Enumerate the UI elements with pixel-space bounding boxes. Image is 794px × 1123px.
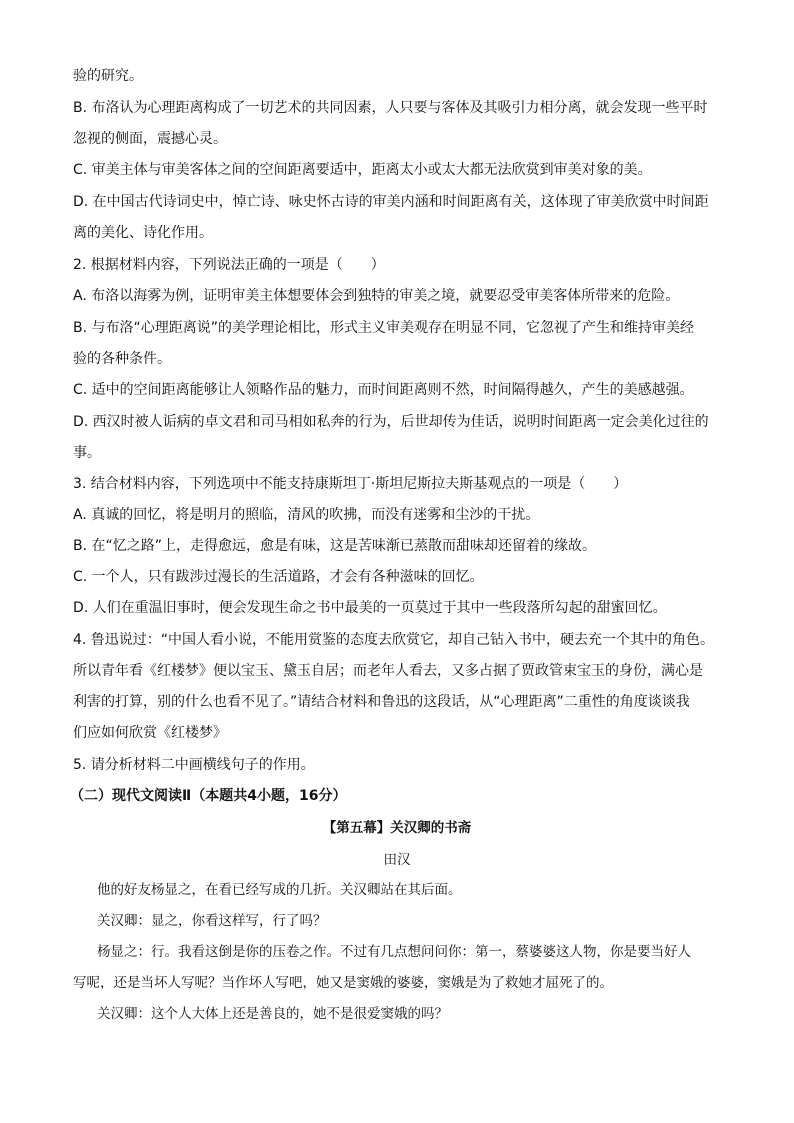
passage-para-3-line1: 杨显之：行。我看这倒是你的压卷之作。不过有几点想问问你：第一，蔡婆婆这人物，你是要当好人 <box>97 944 691 960</box>
q1-option-d-line2: 离的美化、诗化作用。 <box>73 225 213 241</box>
q1-option-b-line1: B. 布洛认为心理距离构成了一切艺术的共同因素，人只要与客体及其吸引力相分离，就会发现一些平时 <box>73 100 708 116</box>
passage-title: 【第五幕】关汉卿的书斋 <box>322 820 472 836</box>
q4-line4: 们应如何欣赏《红楼梦》 <box>73 725 227 741</box>
q1-option-b-line2: 忽视的侧面，震撼心灵。 <box>73 131 227 147</box>
q2-option-b-line1: B. 与布洛“心理距离说”的美学理论相比，形式主义审美观存在明显不同，它忽视了产生和维持审美经 <box>73 320 695 336</box>
q1-option-d-line1: D. 在中国古代诗词史中，悼亡诗、咏史怀古诗的审美内涵和时间距离有关，这体现了审美欣赏中时间距 <box>73 194 709 210</box>
q4-line1: 4. 鲁迅说过：“中国人看小说，不能用赏鉴的态度去欣赏它，却自己钻入书中，硬去充一个其中的角色。 <box>73 632 715 648</box>
q5-stem: 5. 请分析材料二中画横线句子的作用。 <box>73 757 315 773</box>
passage-para-3-line2: 写呢，还是当坏人写呢？当作坏人写吧，她又是窦娥的婆婆，窦娥是为了救她才屈死了的。 <box>73 975 613 991</box>
q2-option-d-line2: 事。 <box>73 445 101 461</box>
q4-line2: 所以青年看《红楼梦》便以宝玉、黛玉自居；而老年人看去，又多占据了贾政管束宝玉的身份，满心是 <box>73 663 703 679</box>
q3-option-d: D. 人们在重温旧事时，便会发现生命之书中最美的一页莫过于其中一些段落所勾起的甜蜜回忆。 <box>73 600 667 616</box>
q1-option-a-continuation: 验的研究。 <box>73 68 143 84</box>
passage-para-2: 关汉卿：显之，你看这样写，行了吗？ <box>97 913 327 929</box>
q2-option-c: C. 适中的空间距离能够让人领略作品的魅力，而时间距离则不然，时间隔得越久，产生的美感越强。 <box>73 382 694 398</box>
passage-para-4: 关汉卿：这个人大体上还是善良的，她不是很爱窦娥的吗？ <box>97 1006 448 1022</box>
q3-option-c: C. 一个人，只有跋涉过漫长的生活道路，才会有各种滋味的回忆。 <box>73 569 484 585</box>
q2-option-b-line2: 验的各种条件。 <box>73 351 171 367</box>
q1-option-c: C. 审美主体与审美客体之间的空间距离要适中，距离太小或太大都无法欣赏到审美对象的美。 <box>73 162 652 178</box>
q4-line3: 利害的打算，别的什么也看不见了。”请结合材料和鲁迅的这段话，从“心理距离”二重性的角度谈谈我 <box>73 694 690 710</box>
q3-stem: 3. 结合材料内容，下列选项中不能支持康斯坦丁·斯坦尼斯拉夫斯基观点的一项是（ ） <box>73 476 628 492</box>
q2-option-d-line1: D. 西汉时被人诟病的卓文君和司马相如私奔的行为，后世却传为佳话，说明时间距离一定会美化过往的 <box>73 414 709 430</box>
section-heading: （二）现代文阅读Ⅱ（本题共4小题，16分） <box>70 788 347 804</box>
q3-option-a: A. 真诚的回忆，将是明月的照临，清风的吹拂，而没有迷雾和尘沙的干扰。 <box>73 507 540 523</box>
q3-option-b: B. 在“忆之路”上，走得愈远，愈是有味，这是苦味渐已蒸散而甜味却还留着的缘故。 <box>73 538 597 554</box>
passage-para-1: 他的好友杨显之，在看已经写成的几折。关汉卿站在其后面。 <box>97 882 462 898</box>
passage-author: 田汉 <box>383 852 411 868</box>
q2-stem: 2. 根据材料内容，下列说法正确的一项是（ ） <box>73 257 385 273</box>
q2-option-a: A. 布洛以海雾为例，证明审美主体想要体会到独特的审美之境，就要忍受审美客体所带来的危险。 <box>73 288 680 304</box>
